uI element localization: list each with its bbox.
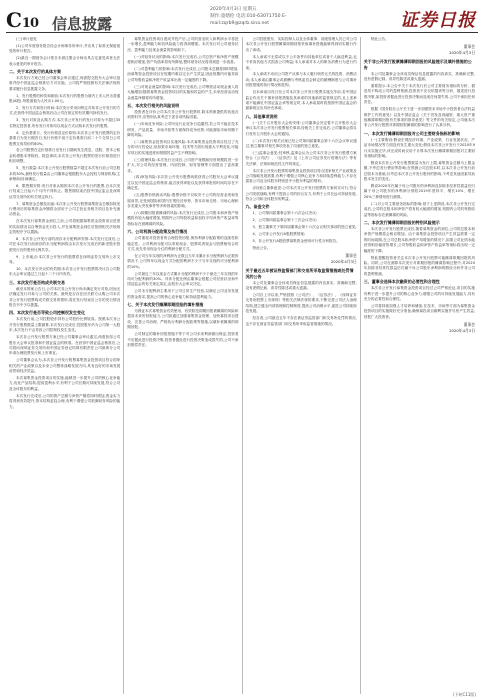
paragraph: 2、发行方式和发行时间:本次发行采用向特定对象非公开发行的方式,在获得中国证监会核准后由公司在规定的有效期内择机发行。 <box>9 106 121 116</box>
paragraph: (二)对盈利能力的影响:本次发行完成后,公司股本总额将即时增加,而募集资金投资项目在短期内难以完全产生效益,因此短期内可能导致公司每股收益和净资产收益率出现一定幅度的下降。 <box>127 67 239 82</box>
editor-contact: 制作:童婧伦 电话:010-63071750 E-mail:zqrb9@zqrb.sina.net <box>210 14 287 26</box>
issue-date: 2020年4月3日 星期五 <box>210 7 257 12</box>
paragraph: 假设本次非公开发行股票数量为发行上限,募集资金总额为上限金额,不考虑发行费用等影响;在预测公司总股本时,以本次非公开发行前总股本为基础,仅考虑本次非公开发行股份的影响,不考虑其他因素导致股本发生的变化。 <box>363 160 475 182</box>
date-line: 2020年4月3日 <box>449 50 475 56</box>
section-heading: 三、本次发行是否构成关联交易 <box>9 279 65 285</box>
paragraph: (一)对财务状况的影响:本次发行完成后,公司总资产和净资产规模将相应增加,资产负债率将有所降低,整体财务状况将得到进一步改善。 <box>127 54 239 65</box>
paragraph: 1、发行股票的种类和面值:本次发行的股票为境内上市人民币普通股(A股),每股面值为人民币1.00元。 <box>9 93 121 104</box>
paragraph: 公司制定的填补回报措施不等于对公司未来利润做出保证,投资者不应据此进行投资决策,投资者据此进行投资决策造成损失的,公司不承担赔偿责任。 <box>127 332 239 347</box>
paragraph: 6、限售期安排:发行对象认购的本次非公开发行的股票,自本次发行结束之日起六个月内不得转让。限售期结束后按中国证监会及深圳证券交易所的有关规定执行。 <box>9 183 121 199</box>
section-heading: 关于最近五年被证券监管部门和交易所采取监管措施或处罚情况的公告 <box>245 267 354 279</box>
paragraph: (三)监事会意见:经审核,监事会认为公司本次非公开发行股票方案符合《公司法》、《证券法》及《上市公司证券发行管理办法》等有关法律、法规和规范性文件的规定。 <box>245 150 357 166</box>
paragraph: (二)募集资金投资项目实施风险:本次募集资金投资项目经过了充分的可行性论证,但如果市场环境、技术等方面出现重大不利变化,可能对项目的实施进度和预期效益产生不利影响。 <box>127 140 239 155</box>
paragraph: 在公司当年实现的净利润为正数且当年末累计未分配利润为正数的情况下,公司每年以现金方式分配的利润不少于当年实现的可分配利润的10%。 <box>127 253 239 269</box>
section-heading: 关于非公开发行股票摊薄即期回报的风险提示及填补措施的公告 <box>363 58 472 70</box>
paragraph: (1)公司年度财务报告经会计师事务所审计,并出具了标准无保留意见的审计报告。 <box>9 43 121 54</box>
paragraph: (三)管理风险:本次发行完成后,公司资产规模和经营规模将进一步扩大,对公司的经营管理、内部控制、财务管理等方面提出了更高要求。 <box>127 157 239 173</box>
date-line: 2020年4月3日 <box>330 259 357 265</box>
paragraph: (五)股票价格波动风险:股票价格不仅取决于公司的经营业绩和发展前景,还受到国际和国内宏观经济形势、资本市场走势、市场心理和各类重大突发事件等多种因素的影响。 <box>127 193 239 208</box>
continuation-note: (下转C11版) <box>452 692 476 697</box>
issue-meta <box>210 6 330 27</box>
text-column <box>361 37 478 694</box>
paragraph: 特此公告。 <box>252 246 271 250</box>
paragraph: (一)主要假设:假设宏观经济环境、产业政策、行业发展状况、产品市场情况等方面没有发生重大变化;假设本次非公开发行于2020年9月末实施完毕,该完成时间仅用于计算本次发行摊薄即期回报对主要财务指标的影响。 <box>363 137 475 158</box>
paragraph: (二)对公司主要财务指标的影响:基于上述假设,本次非公开发行完成后,公司的总股本和净资产将有较大幅度的增加,短期内公司的每股收益等指标存在被摊薄的风险。 <box>363 201 475 217</box>
page-number-digits: 10 <box>21 16 39 31</box>
paragraph: 本人承诺不无偿或以不公平条件向其他单位或者个人输送利益,也不采用其他方式损害公司利益;本人承诺对本人的职务消费行为进行约束。 <box>245 54 357 70</box>
paragraph: 本次发行前,公司控股股东持有公司股份比例较高。按照本次非公开发行股票数量上限测算,本次发行完成后,控股股东仍为公司第一大股东,本次发行不会导致公司控制权发生变化。 <box>9 317 121 333</box>
section-heading: 二、关于本次发行的具体方案 <box>9 69 61 75</box>
paragraph: 2、公司第四届监事会第十三次会议决议; <box>252 218 318 223</box>
paragraph: 根据《国务院办公厅关于进一步加强资本市场中小投资者合法权益保护工作的意见》以及中国证监会《关于首发及再融资、重大资产重组摊薄即期回报有关事项的指导意见》等文件的有关规定,公司就本次非公开发行股票对即期回报摊薄的影响进行了认真分析。 <box>363 107 475 128</box>
section-title: 信息披露 <box>52 15 113 33</box>
paragraph: (一)市场竞争风险:公司所处行业竞争日趋激烈,若公司不能在技术研发、产品质量、市场开拓等方面保持竞争优势,可能面临市场份额下降的风险。 <box>127 122 239 138</box>
signature-line: 董事会 <box>345 252 357 258</box>
paragraph: 公司将持续加强人才培养和储备,在技术、市场等方面为募集资金投资项目的实施做好充分准备,确保募投项目顺利实施并尽快产生效益,回报广大投资者。 <box>363 303 475 319</box>
paragraph: 9、上市地点:本次非公开发行的股票将在深圳证券交易所上市交易。 <box>9 254 121 265</box>
paragraph: 公司董事会认为,本次非公开发行股票募集资金投资项目符合国家相关的产业政策以及未来公司整体战略发展方向,具有良好的市场发展前景和经济效益。 <box>9 358 121 374</box>
paragraph: 本次募集资金投资项目的实施,能够进一步提升公司的核心竞争能力,优化产品结构,提高盈利水平,有利于公司长期可持续发展,符合公司及全体股东的利益。 <box>9 376 121 391</box>
paragraph: 3、发行对象及认购方式:本次非公开发行的发行对象为不超过35名特定投资者,所有发行对象均以现金方式认购本次发行的股票。 <box>9 118 121 128</box>
paragraph: 公司未分配利润主要用于公司日常生产经营,以满足公司业务发展的资金需求,提高公司的核心竞争能力和持续盈利能力。 <box>127 289 239 299</box>
page-number: C10 <box>6 8 39 32</box>
paragraph: 本次发行方案已经公司董事会审议通过,尚需提交股东大会审议批准并经中国证监会核准后方可实施。公司将严格按照有关法律法规的要求履行信息披露义务。 <box>9 76 121 91</box>
section-heading: 四、本次发行是否导致公司控制权发生变化 <box>9 310 85 316</box>
paragraph: (四)审批风险:本次非公开发行股票尚需获得公司股东大会审议通过以及中国证监会的核准,能否获得审批以及获得审批的时间均存在不确定性。 <box>127 175 239 191</box>
header-rule <box>6 32 478 33</box>
paragraph: 重要提示:本公告中关于本次发行后公司主要财务指标的分析、描述均不构成公司的盈利预测,投资者不应仅依据该等分析、描述进行投资决策,如投资者据此进行投资决策而造成任何损失的,公司不承担任何责任。 <box>363 84 475 105</box>
paragraph: (三)对现金流量的影响:本次发行完成后,公司筹资活动现金流入将大幅增加;随着募集资金投资项目的实施和效益的产生,未来经营活动现金流量净额将有所增加。 <box>127 84 239 100</box>
paragraph: 特此公告。 <box>370 37 389 41</box>
paragraph: 本公司及董事会全体成员保证信息披露的内容真实、准确和完整,没有虚假记载、误导性陈述或重大遗漏。 <box>245 280 357 291</box>
paragraph: (2)最近一期财务会计报告未被注册会计师出具否定意见或者无法表示意见的审计报告。 <box>9 56 121 66</box>
paragraph: (一)关于召开股东大会的安排:公司董事会决定暂不召开股东大会审议本次非公开发行股票相关事项,待相关工作完成后,公司董事会将另行发布召开股东大会的通知。 <box>245 120 357 136</box>
paragraph: (六)即期回报被摊薄的风险:本次发行完成后,公司股本和净资产规模将有较大幅度增加,短期内公司每股收益和加权平均净资产收益率等指标存在被摊薄的风险。 <box>127 210 239 226</box>
section-heading: 一、本次发行摊薄即期回报对公司主要财务指标的影响 <box>363 130 460 136</box>
section-heading: 七、关于本次发行摊薄即期回报的填补措施 <box>127 302 204 308</box>
section-heading: 九、备查文件 <box>245 204 270 210</box>
paragraph: 本次非公开发行股票方案已经公司董事会审议通过,尚需获得公司股东大会审议批准和中国证监会的核准。在获得中国证监会核准后,公司将向深圳证券交易所和中国证券登记结算有限责任公司深圳分公司申请办理股票发行和上市事宜。 <box>9 335 121 356</box>
paragraph: 本次发行完成后,公司的资产总额与净资产额将同时增加,资金实力将得到有效提升,资本结构更趋合理,有利于增强公司抵御财务风险的能力。 <box>9 393 121 409</box>
paragraph: 若公司股票在定价基准日至发行日期间发生派息、送股、资本公积金转增股本等除权、除息事项,本次非公开发行股票的发行价格将进行相应调整。 <box>9 148 121 164</box>
paragraph: (三)审计意见 <box>16 37 37 41</box>
paragraph: 本次非公开发行募集资金投资项目经过公司严格论证,项目的实施有利于进一步提升公司的核心竞争力,增强公司的可持续发展能力,具有充分的必要性和合理性。 <box>363 286 475 301</box>
paragraph: 公司自上市以来,严格按照《公司法》、《证券法》、《深圳证券交易所股票上市规则》等相关法律法规的要求,不断完善公司法人治理结构,建立健全内部管理和控制制度,提高公司治理水平,促进公司持续规范发展。 <box>245 293 357 314</box>
paragraph: (四)独立董事意见:公司本次非公开发行股票的方案切实可行,符合公司发展战略,有利于提高公司的综合实力,有利于公司长远可持续发展,符合公司和全体股东的利益。 <box>245 186 357 202</box>
paragraph: 公司重视对投资者的合理投资回报,保持利润分配政策的连续性和稳定性。公司利润分配可以采取现金、股票或者现金与股票相结合的方式,优先采用现金分红的利润分配方式。 <box>127 236 239 251</box>
article-columns <box>6 37 478 694</box>
paragraph: 5、发行数量:本次非公开发行股票数量不超过本次发行前公司总股本的30%,最终发行数量由公司董事会根据股东大会授权与保荐机构(主承销商)协商确定。 <box>9 166 121 181</box>
section-heading: 三、董事会选择本次融资的必要性和合理性 <box>363 279 440 285</box>
paragraph: 1、公司第四届董事会第十六次会议决议; <box>252 211 318 216</box>
paragraph: 7、募集资金总额及用途:本次非公开发行股票募集资金总额扣除发行费用后的募集资金净额将全部用于公司主营业务相关项目及补充流动资金。 <box>9 201 121 217</box>
paragraph: 假设2020年归属于母公司股东的净利润及扣除非经常性损益后归属于母公司股东的净利润分别较2019年度持平、增长10%、增长20%三种情形进行测算。 <box>363 184 475 199</box>
paragraph: 4、公司非公开发行A股股票预案; <box>252 232 306 237</box>
paragraph: 8、本次非公开发行前的滚存未分配利润安排:本次发行完成后,公司在本次发行前滚存的未分配利润将由本次发行完成后的新老股东按照发行后的股份比例共享。 <box>9 237 121 252</box>
paragraph: 在本次发行募集资金到位之前,公司将根据募集资金投资项目进度的实际情况以自筹资金先行投入,并在募集资金到位后按照相关法规规定的程序予以置换。 <box>9 219 121 235</box>
masthead <box>0 0 484 38</box>
paragraph: 5、非公开发行A股股票募集资金使用可行性分析报告。 <box>252 239 340 244</box>
paragraph: 自本承诺出具日至公司本次非公开发行股票实施完毕前,若中国证监会作出关于填补回报措施及其承诺的其他新的监管规定的,且上述承诺不能满足中国证监会该等规定时,本人承诺届时将按照中国证监会的最新规定出具补充承诺。 <box>245 90 357 111</box>
text-column <box>243 37 361 694</box>
section-heading: 八、其他事项说明 <box>245 113 278 119</box>
paragraph: 募集资金投资项目建成并投产后,公司的营业收入和利润水平将进一步增长,盈利能力和抗风险能力将得到增强。本次发行对公司财务状况、盈利能力及现金流量的影响如下。 <box>127 37 239 52</box>
paragraph: 本次非公开发行股票的募集资金投资项目符合国家相关产业政策及公司战略发展需要,有利于增强公司核心竞争力和持续盈利能力,不存在损害公司及全体股东特别是中小股东利益的情形。 <box>245 168 357 184</box>
text-column <box>6 37 124 694</box>
newspaper-logo: 证券日报 <box>400 10 476 31</box>
paragraph: 特此提醒投资者关注本次非公开发行股票可能摊薄即期回报的风险。同时,公司在测算本次发行对即期回报的摊薄影响过程中,对2020年扣除非经常性损益后归属于母公司股东净利润的假设分析并非公司的盈利预测。 <box>363 255 475 276</box>
paragraph: 10、本次发行决议的有效期:本次非公开发行股票的决议自公司股东大会审议通过之日起十二个月内有效。 <box>9 267 121 277</box>
section-heading: 五、本次发行相关的风险说明 <box>127 102 180 108</box>
date-line: 2020年4月3日 <box>449 327 475 333</box>
signature-line: 董事会 <box>463 321 475 327</box>
paragraph: 投资者在评价公司本次非公开发行股票时,除本预案提供的其他各项资料外,应特别认真考虑下述各项风险因素。 <box>127 109 239 120</box>
paragraph: 截至本预案公告日,公司本次非公开发行尚未确定发行对象,因而无法确定发行对象与公司的关系。最终是否存在因关联方认购公司本次非公开发行股票构成关联交易的情形,将在发行结束后公告的发行情况报告书中予以披露。 <box>9 286 121 308</box>
paragraph: 公司最近三年以现金方式累计分配的利润不少于最近三年实现的年均可分配利润的30%。具体分配比例由董事会根据公司经营状况和中国证监会的有关规定拟定,由股东大会审议决定。 <box>127 271 239 287</box>
paragraph: 经自查,公司最近五年不存在被证券监管部门和交易所处罚的情况,也不存在被证券监管部门和交易所采取监管措施的情况。 <box>245 316 357 326</box>
section-heading: 六、公司利润分配政策及执行情况 <box>127 229 188 235</box>
section-heading: 二、本次发行摊薄即期回报的特别风险提示 <box>363 219 440 225</box>
text-column <box>124 37 242 694</box>
paragraph: (二)本次发行相关议案已经公司第四届董事会第十六次会议审议通过,独立董事对相关事项发表了同意的独立意见。 <box>245 138 357 148</box>
paragraph: 本公司及董事会全体成员保证信息披露的内容真实、准确和完整,没有虚假记载、误导性陈述或重大遗漏。 <box>363 71 475 82</box>
paragraph: 3、独立董事关于第四届董事会第十六次会议相关事项的独立意见; <box>252 225 357 230</box>
paragraph: 公司控股股东、实际控制人以及全体董事、高级管理人员已对公司本次非公开发行股票摊薄即期回报采取填补措施能够得到切实履行作出了承诺。 <box>245 37 357 52</box>
paragraph: 4、定价基准日、发行价格及定价原则:本次非公开发行股票的定价基准日为发行期首日,发行价格不低于定价基准日前二十个交易日公司股票交易均价的80%。 <box>9 130 121 146</box>
signature-line: 董事会 <box>463 43 475 49</box>
paragraph: 本人承诺不动用公司资产从事与本人履行职责无关的投资、消费活动;本人承诺由董事会或薪酬与考核委员会制定的薪酬制度与公司填补回报措施的执行情况相挂钩。 <box>245 72 357 88</box>
paragraph: 本次非公开发行股票完成后,随着募集资金的到位,公司的总股本和净资产规模将会相应增加。由于募集资金投资项目产生效益需要一定的时间周期,在公司总股本和净资产均增加的情况下,如果公司业绩未能获得相应幅度的增长,公司每股收益和净资产收益率等指标将出现一定幅度的下降。 <box>363 226 475 253</box>
paragraph: 为保证本次募集资金有效使用、有效防范即期回报被摊薄的风险和提高未来的回报能力,公司拟通过加强募集资金管理、加快募投项目建设、完善公司治理、严格执行利润分配政策等措施,以填补被摊薄的即期回报。 <box>127 309 239 330</box>
